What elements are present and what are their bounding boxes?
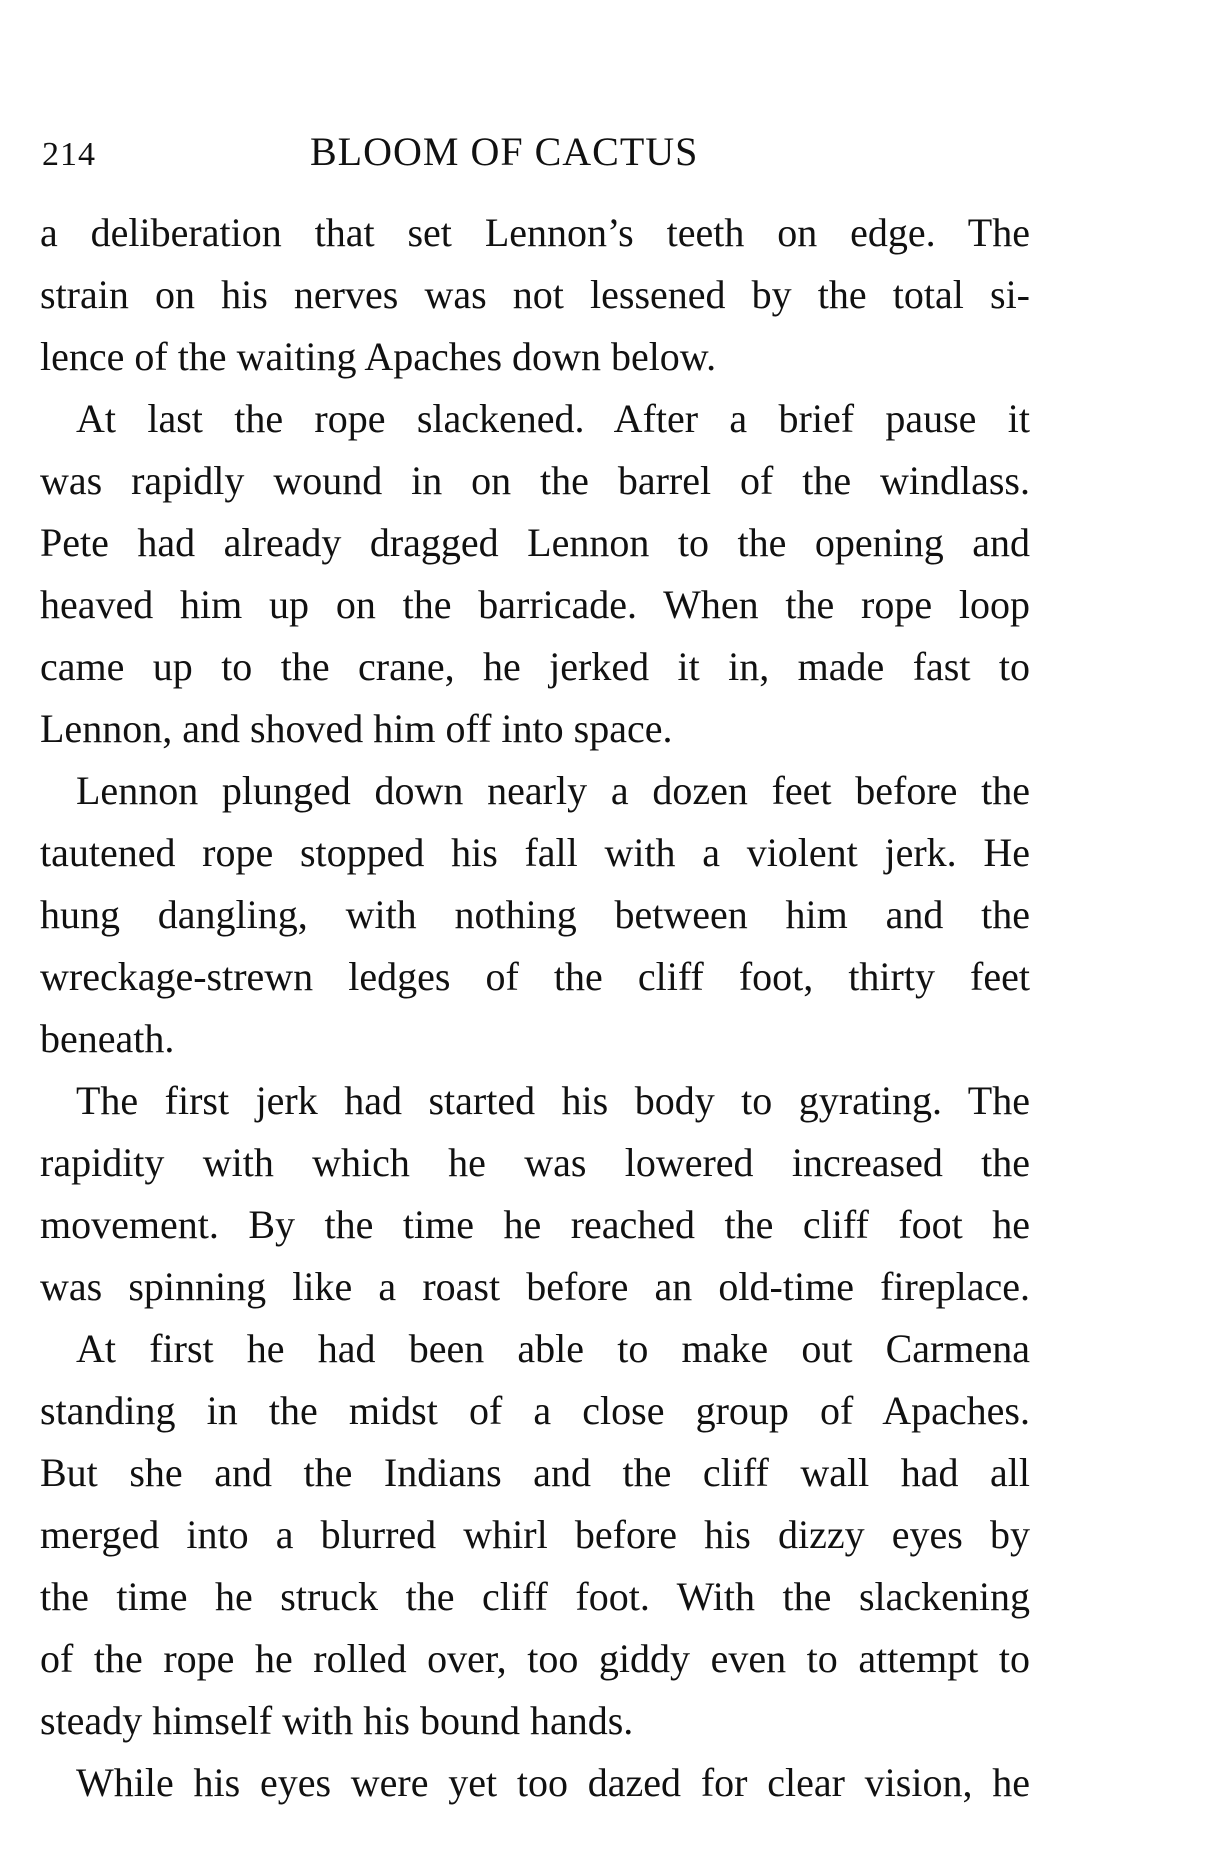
running-head xyxy=(42,128,1042,176)
text-line: While his eyes were yet too dazed for clear vision, he xyxy=(76,1760,1030,1805)
text-line: was spinning like a roast before an old-time fireplace. xyxy=(40,1264,1030,1309)
text-line: Lennon plunged down nearly a dozen feet before the xyxy=(76,768,1030,813)
text-line: merged into a blurred whirl before his dizzy eyes by xyxy=(40,1512,1030,1557)
running-title: BLOOM OF CACTUS xyxy=(310,129,699,174)
text-line: lence of the waiting Apaches down below. xyxy=(40,334,717,379)
text-line: standing in the midst of a close group of Apaches. xyxy=(40,1388,1030,1433)
text-line: the time he struck the cliff foot. With the slackening xyxy=(40,1574,1030,1619)
text-line: of the rope he rolled over, too giddy even to attempt to xyxy=(40,1636,1030,1681)
text-line: a deliberation that set Lennon’s teeth on edge. The xyxy=(40,210,1030,255)
text-line: Lennon, and shoved him off into space. xyxy=(40,706,673,751)
text-line: But she and the Indians and the cliff wall had all xyxy=(40,1450,1030,1495)
text-line: steady himself with his bound hands. xyxy=(40,1698,634,1743)
text-line: rapidity with which he was lowered increased the xyxy=(40,1140,1030,1185)
body-text xyxy=(40,202,1030,1814)
text-line: beneath. xyxy=(40,1016,175,1061)
text-line: hung dangling, with nothing between him and the xyxy=(40,892,1030,937)
text-line: strain on his nerves was not lessened by the total si- xyxy=(40,272,1030,317)
text-line: heaved him up on the barricade. When the rope loop xyxy=(40,582,1030,627)
text-line: tautened rope stopped his fall with a violent jerk. He xyxy=(40,830,1030,875)
text-line: movement. By the time he reached the cliff foot he xyxy=(40,1202,1030,1247)
text-line: came up to the crane, he jerked it in, made fast to xyxy=(40,644,1030,689)
text-line: The first jerk had started his body to gyrating. The xyxy=(76,1078,1030,1123)
text-line: At last the rope slackened. After a brief pause it xyxy=(76,396,1030,441)
text-line: was rapidly wound in on the barrel of the windlass. xyxy=(40,458,1030,503)
text-line: wreckage-strewn ledges of the cliff foot, thirty feet xyxy=(40,954,1030,999)
text-line: Pete had already dragged Lennon to the opening and xyxy=(40,520,1030,565)
text-line: At first he had been able to make out Carmena xyxy=(76,1326,1030,1371)
page-number: 214 xyxy=(42,136,96,173)
